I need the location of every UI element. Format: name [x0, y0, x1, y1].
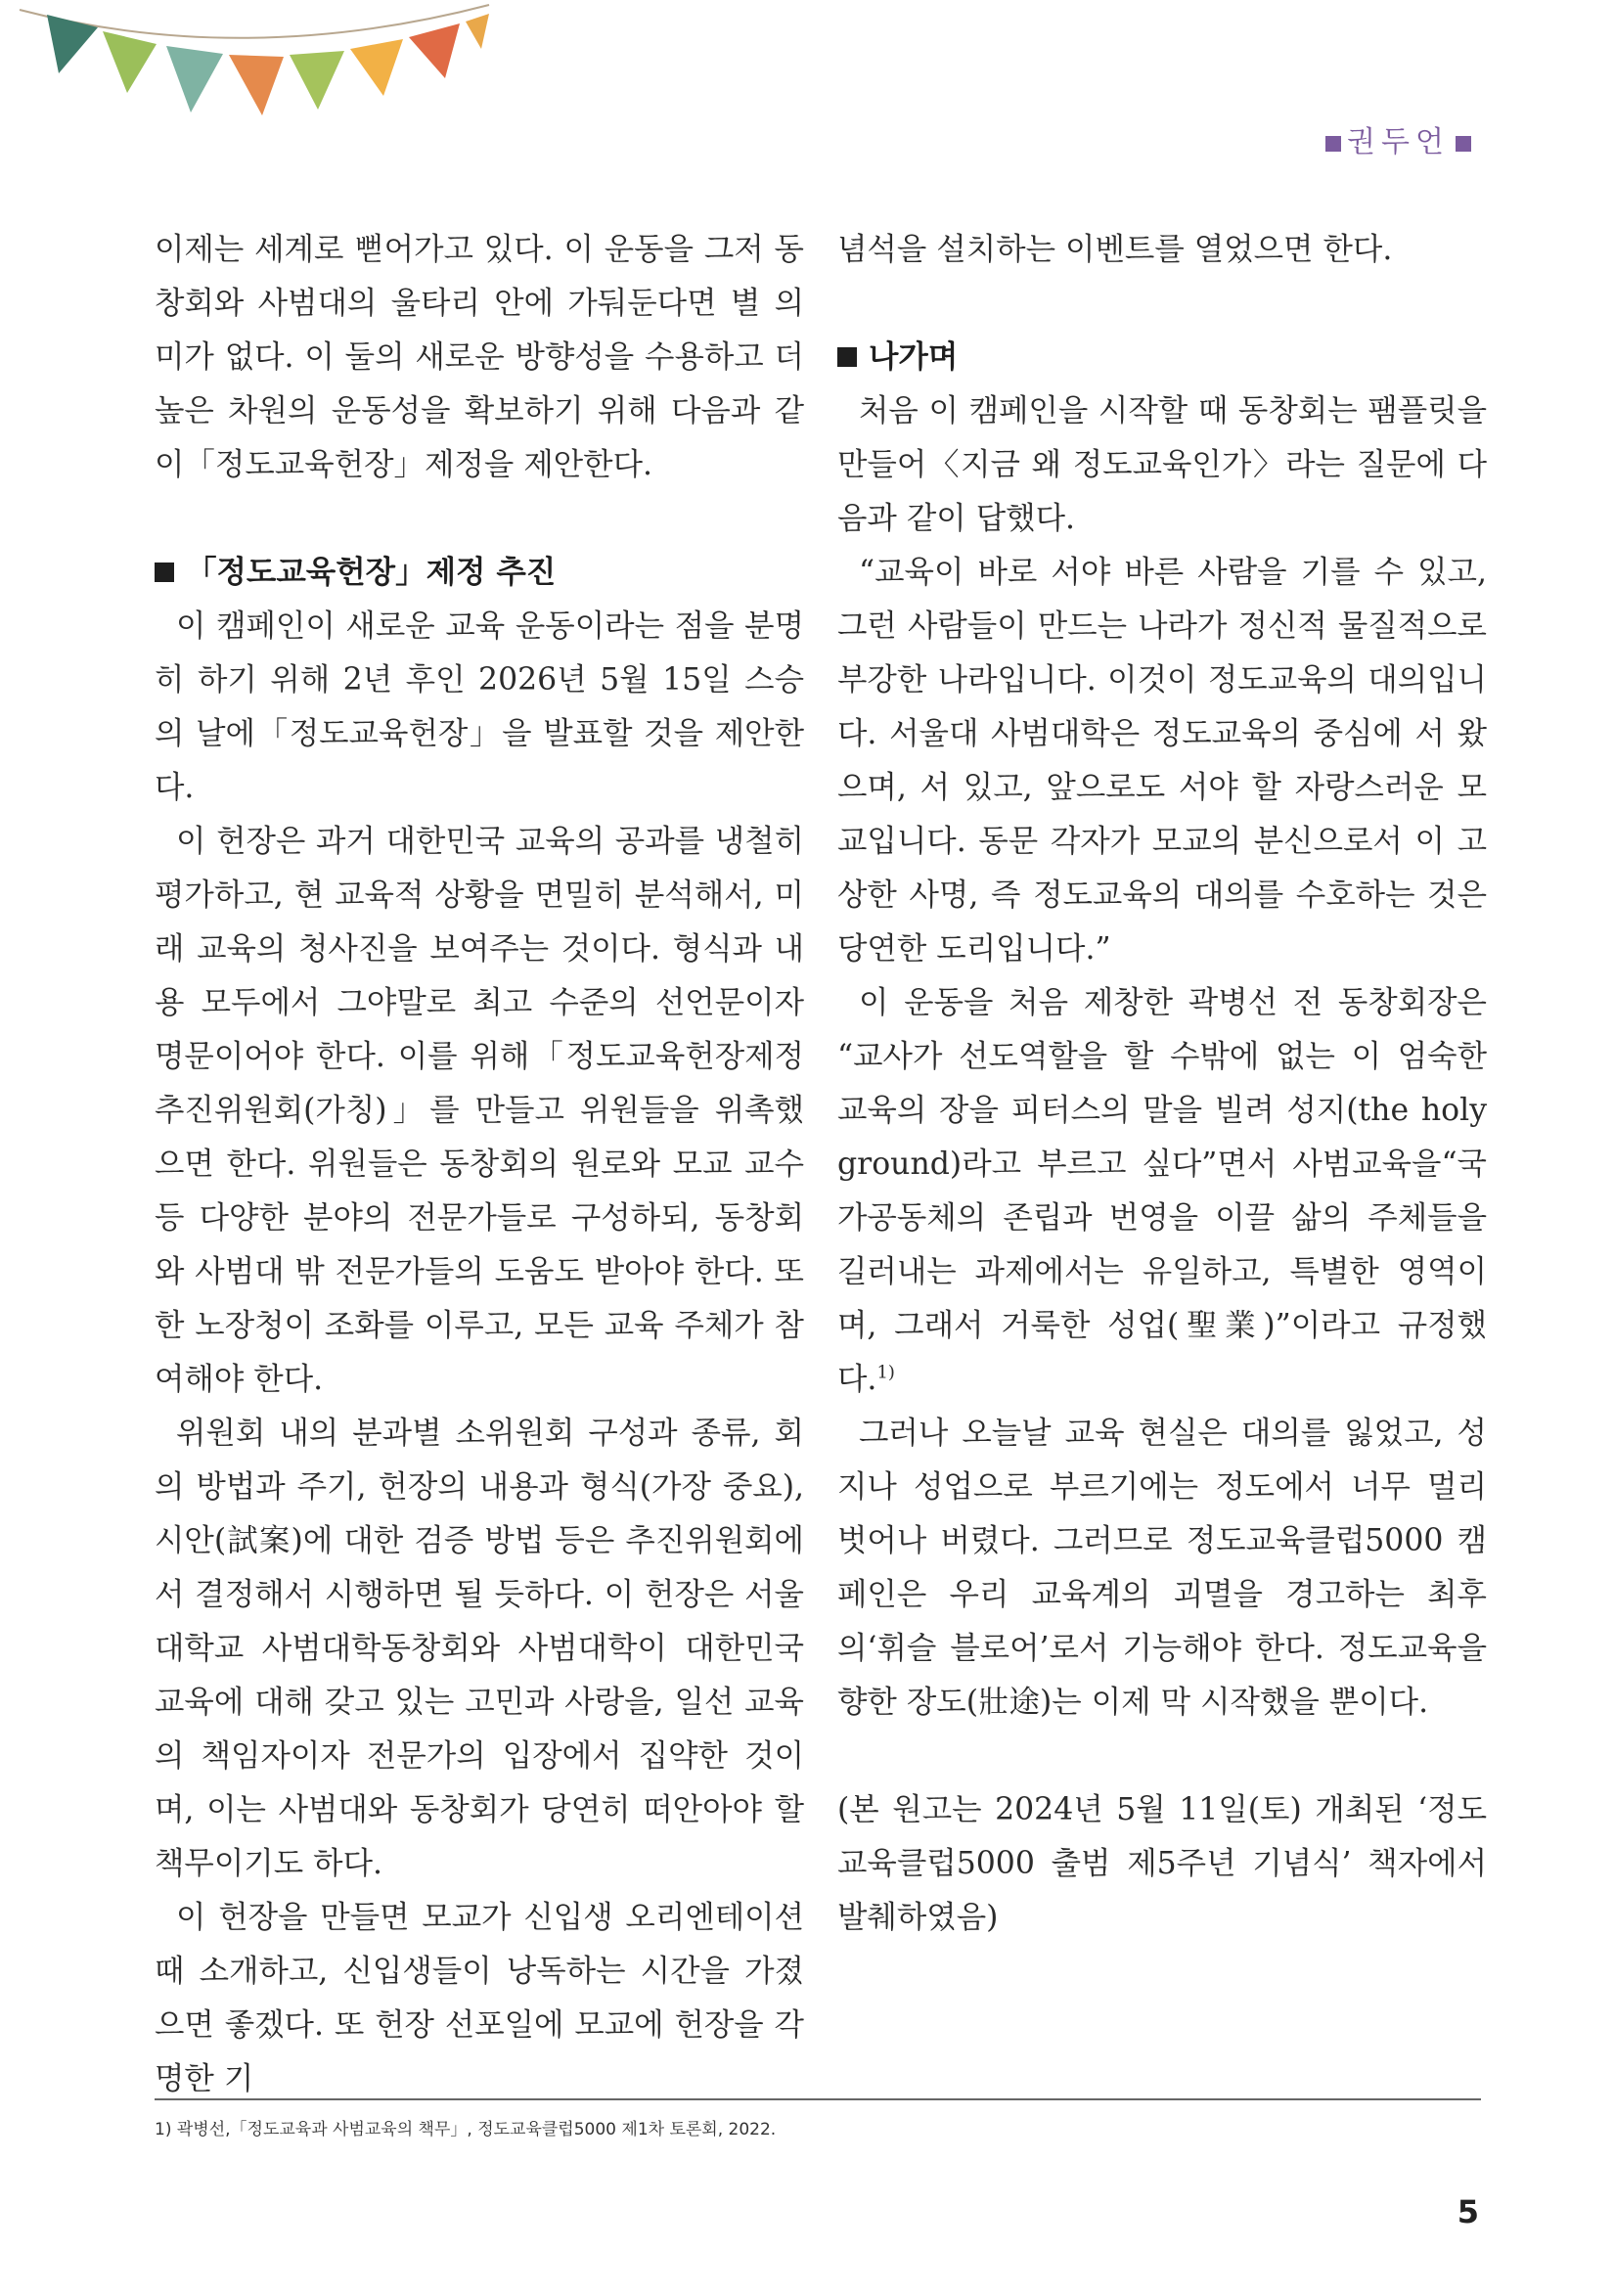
paragraph: 처음 이 캠페인을 시작할 때 동창회는 팸플릿을 만들어〈지금 왜 정도교육인가〉라는 질문에 다음과 같이 답했다.: [837, 393, 1487, 536]
square-bullet-icon: [1456, 136, 1471, 152]
paragraph: 이 헌장은 과거 대한민국 교육의 공과를 냉철히 평가하고, 현 교육적 상황을 면밀히 분석해서, 미래 교육의 청사진을 보여주는 것이다. 형식과 내용 모두에서 그야말로 최고 수준의 선언문이자 명문이어야 한다. 이를 위해「정도교육헌장제정추진위원회(가칭)」를 만들고 위원들을 위촉했으면 한다. 위원들은 동창회의 원로와 모교 교수 등 다양한 분야의 전문가들로 구성하되, 동창회와 사범대 밖 전문가들의 도움도 받아야 한다. 또한 노장청이 조화를 이루고, 모든 교육 주체가 참여해야 한다.: [155, 824, 804, 1397]
paragraph: 이제는 세계로 뻗어가고 있다. 이 운동을 그저 동창회와 사범대의 울타리 안에 가둬둔다면 별 의미가 없다. 이 둘의 새로운 방향성을 수용하고 더 높은 차원의 운동성을 확보하기 위해 다음과 같이「정도교육헌장」제정을 제안한다.: [155, 232, 804, 482]
square-bullet-icon: [1325, 136, 1341, 152]
section-label: [1320, 117, 1477, 160]
paragraph: [837, 976, 1487, 1407]
bunting-flag: [409, 23, 460, 78]
section-heading: [155, 546, 804, 600]
bunting-flag: [229, 55, 284, 115]
quote-paragraph: “교육이 바로 서야 바른 사람을 기를 수 있고, 그런 사람들이 만드는 나라가 정신적 물질적으로 부강한 나라입니다. 이것이 정도교육의 대의입니다. 서울대 사범대학은 정도교육의 중심에 서 왔으며, 서 있고, 앞으로도 서야 할 자랑스러운 모교입니다. 동문 각자가 모교의 분신으로서 이 고상한 사명, 즉 정도교육의 대의를 수호하는 것은 당연한 도리입니다.”: [837, 555, 1487, 967]
bunting-flag: [166, 46, 223, 113]
footnote-divider: [155, 2098, 1481, 2100]
section-heading-text: 나가며: [869, 339, 959, 375]
left-column: [155, 223, 804, 2106]
paragraph: 위원회 내의 분과별 소위원회 구성과 종류, 회의 방법과 주기, 헌장의 내용과 형식(가장 중요), 시안(試案)에 대한 검증 방법 등은 추진위원회에서 결정해서 시행하면 될 듯하다. 이 헌장은 서울대학교 사범대학동창회와 사범대학이 대한민국 교육에 대해 갖고 있는 고민과 사랑을, 일선 교육의 책임자이자 전문가의 입장에서 집약한 것이며, 이는 사범대와 동창회가 당연히 떠안아야 할 책무이기도 하다.: [155, 1416, 804, 1881]
source-note: (본 원고는 2024년 5월 11일(토) 개최된 ‘정도교육클럽5000 출범 제5주년 기념식’ 책자에서 발췌하였음): [837, 1792, 1487, 1935]
paragraph: 이 헌장을 만들면 모교가 신입생 오리엔테이션 때 소개하고, 신입생들이 낭독하는 시간을 가졌으면 좋겠다. 또 헌장 선포일에 모교에 헌장을 각명한 기: [155, 1900, 804, 2096]
bunting-decoration: [0, 0, 509, 137]
page-number: 5: [1457, 2193, 1479, 2230]
section-label-text: 권두언: [1347, 125, 1450, 159]
paragraph-text: 이 운동을 처음 제창한 곽병선 전 동창회장은 “교사가 선도역할을 할 수밖에 없는 이 엄숙한 교육의 장을 피터스의 말을 빌려 성지(the holy ground)라고 부르고 싶다”면서 사범교육을“국가공동체의 존립과 번영을 이끌 삶의 주체들을 길러내는 과제에서는 유일하고, 특별한 영역이며, 그래서 거룩한 성업(聖業)”이라고 규정했다.: [837, 985, 1487, 1397]
paragraph: 념석을 설치하는 이벤트를 열었으면 한다.: [837, 232, 1393, 267]
paragraph: 이 캠페인이 새로운 교육 운동이라는 점을 분명히 하기 위해 2년 후인 2026년 5월 15일 스승의 날에「정도교육헌장」을 발표할 것을 제안한다.: [155, 608, 804, 805]
right-column: [837, 223, 1487, 1945]
square-bullet-icon: [155, 563, 174, 582]
bunting-flag: [290, 51, 344, 110]
bunting-flag: [350, 39, 403, 96]
paragraph: 그러나 오늘날 교육 현실은 대의를 잃었고, 성지나 성업으로 부르기에는 정도에서 너무 멀리 벗어나 버렸다. 그러므로 정도교육클럽5000 캠페인은 우리 교육계의 괴멸을 경고하는 최후의‘휘슬 블로어’로서 기능해야 한다. 정도교육을 향한 장도(壯途)는 이제 막 시작했을 뿐이다.: [837, 1416, 1487, 1720]
footnote-ref[interactable]: 1): [876, 1362, 895, 1383]
footnote: 1) 곽병선,「정도교육과 사범교육의 책무」, 정도교육클럽5000 제1차 토론회, 2022.: [155, 2120, 777, 2139]
bunting-flag: [466, 14, 489, 49]
bunting-flag: [47, 15, 98, 73]
section-heading-text: 「정도교육헌장」제정 추진: [186, 555, 557, 590]
bunting-flag: [103, 31, 157, 93]
section-heading: [837, 331, 1487, 384]
square-bullet-icon: [837, 347, 857, 367]
